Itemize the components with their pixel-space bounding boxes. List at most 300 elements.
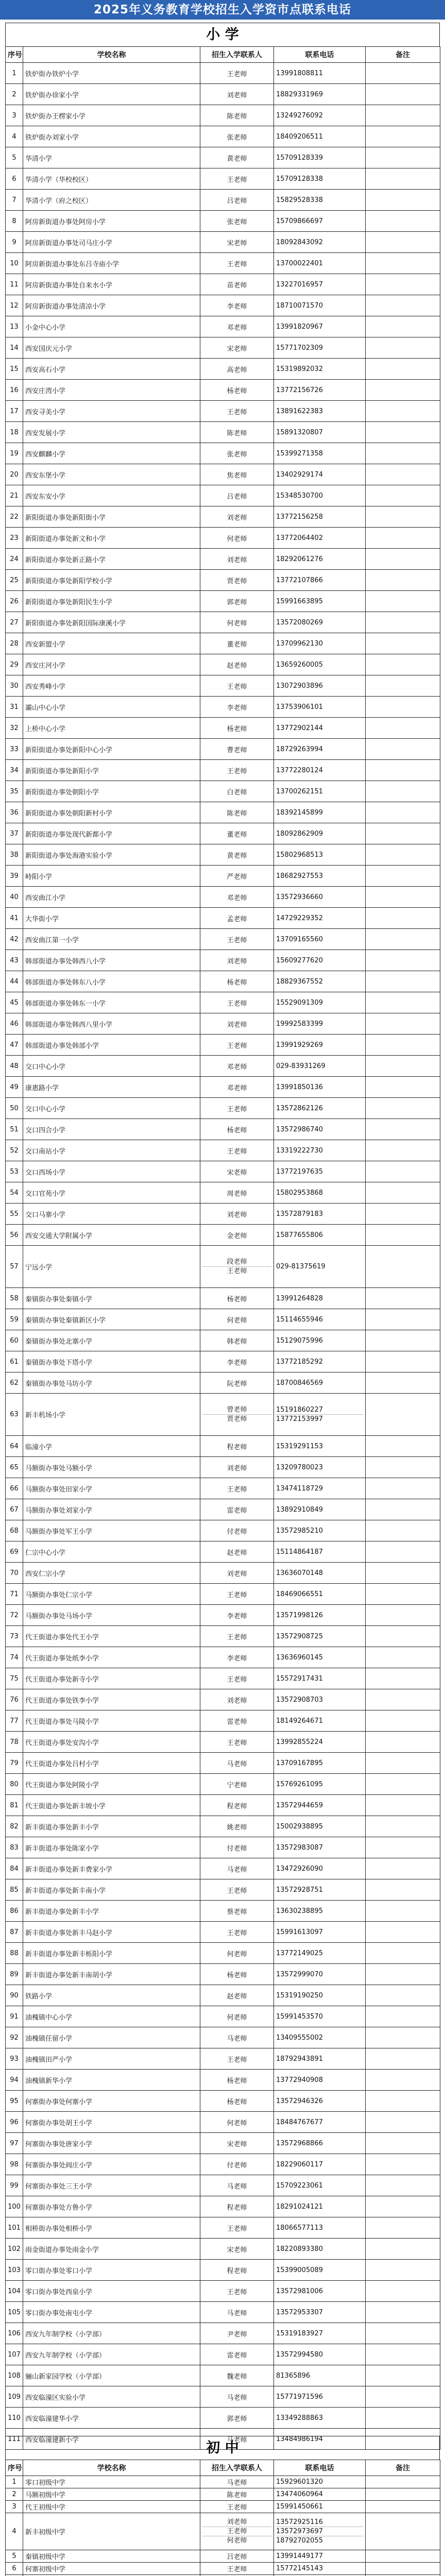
contact-person: 杨老师 — [200, 718, 274, 739]
contact-person: 付老师 — [200, 1520, 274, 1541]
phone-number: 18392145899 — [274, 802, 366, 823]
contact-person: 郭老师 — [200, 2408, 274, 2429]
contact-person: 陈老师 — [200, 105, 274, 126]
contact-person: 董老师 — [200, 633, 274, 654]
school-name: 新阳街道办事处新阳中心小学 — [23, 739, 200, 760]
table-row — [6, 675, 440, 697]
remark-cell — [366, 2513, 440, 2550]
phone-number: 18292061276 — [274, 549, 366, 570]
remark-cell — [366, 950, 440, 971]
contact-person: 刘老师 — [200, 1204, 274, 1225]
remark-cell — [366, 1394, 440, 1436]
school-name: 油槐镇田严小学 — [23, 2048, 200, 2070]
phone-number: 13572908703 — [274, 1689, 366, 1710]
phone-number: 15319190250 — [274, 1985, 366, 2006]
row-index: 77 — [6, 1710, 23, 1732]
remark-cell — [366, 1478, 440, 1499]
remark-cell — [366, 760, 440, 781]
contact-person: 付老师 — [200, 1837, 274, 1858]
table-row — [6, 1077, 440, 1098]
table-row — [6, 337, 440, 359]
school-name: 马额街办事处马场小学 — [23, 1605, 200, 1626]
contact-person-line: 贾老师 — [202, 1414, 271, 1423]
table-row — [6, 1689, 440, 1710]
phone-number: 13227016957 — [274, 274, 366, 295]
contact-person: 刘老师 — [200, 84, 274, 105]
table-row — [6, 1943, 440, 1964]
table-row — [6, 126, 440, 147]
contact-person: 王老师 — [200, 992, 274, 1013]
row-index: 66 — [6, 1478, 23, 1499]
table-row — [6, 950, 440, 971]
table-row — [6, 2070, 440, 2091]
school-name: 何寨街办事处何寨小学 — [23, 2091, 200, 2112]
table-row — [6, 2154, 440, 2175]
phone-number: 15529091309 — [274, 992, 366, 1013]
row-index: 33 — [6, 739, 23, 760]
contact-person: 马老师 — [200, 1753, 274, 1774]
phone-number: 15319183927 — [274, 2323, 366, 2344]
remark-cell — [366, 1816, 440, 1837]
row-index: 29 — [6, 654, 23, 675]
row-index: 39 — [6, 866, 23, 887]
remark-cell — [366, 168, 440, 190]
remark-cell — [366, 1225, 440, 1246]
phone-number: 13772902144 — [274, 718, 366, 739]
table-row — [6, 1182, 440, 1204]
school-name: 仁宗中心小学 — [23, 1541, 200, 1563]
school-name: 马额街办事处仁宗小学 — [23, 1584, 200, 1605]
remark-cell — [366, 2386, 440, 2408]
remark-cell — [366, 2006, 440, 2027]
school-name: 铁炉街办刘家小学 — [23, 126, 200, 147]
row-index: 2 — [6, 2488, 23, 2501]
school-name: 代王街道办事处马陵小学 — [23, 1710, 200, 1732]
school-name: 新丰机场小学 — [23, 1394, 200, 1436]
remark-cell — [366, 211, 440, 232]
contact-person: 马老师 — [200, 2302, 274, 2323]
school-name: 马额街办事处马额小学 — [23, 1457, 200, 1478]
phone-number: 13772280124 — [274, 760, 366, 781]
phone-number: 13991820967 — [274, 316, 366, 337]
table-row — [6, 1436, 440, 1457]
remark-cell — [366, 1457, 440, 1478]
school-name: 铁炉街办王楞家小学 — [23, 105, 200, 126]
remark-cell — [366, 2112, 440, 2133]
table-row — [6, 697, 440, 718]
school-name: 西安九年制学校（小学部） — [23, 2323, 200, 2344]
row-index: 40 — [6, 887, 23, 908]
contact-person: 黄老师 — [200, 147, 274, 168]
school-name: 康惠路小学 — [23, 1077, 200, 1098]
contact-person: 宋老师 — [200, 337, 274, 359]
phone-number: 15319892032 — [274, 359, 366, 380]
school-name: 新阳街道办事处现代新都小学 — [23, 823, 200, 844]
row-index: 44 — [6, 971, 23, 992]
row-index: 56 — [6, 1225, 23, 1246]
row-index: 20 — [6, 464, 23, 485]
contact-person: 周老师 — [200, 1182, 274, 1204]
table-row — [6, 1922, 440, 1943]
remark-cell — [366, 1035, 440, 1056]
row-index: 2 — [6, 84, 23, 105]
row-index: 5 — [6, 147, 23, 168]
row-index: 108 — [6, 2365, 23, 2386]
school-name: 秦镇街办事处秦镇小学 — [23, 1288, 200, 1309]
school-name: 新阳街道办事处新阳小学 — [23, 760, 200, 781]
school-name: 油槐镇任留小学 — [23, 2027, 200, 2048]
phone-number: 13572862126 — [274, 1098, 366, 1119]
contact-person: 李老师 — [200, 1351, 274, 1372]
contact-person: 杨老师 — [200, 1288, 274, 1309]
contact-person: 阮老师 — [200, 1372, 274, 1394]
remark-cell — [366, 1520, 440, 1541]
contact-person: 何老师 — [200, 2112, 274, 2133]
phone-number: 13772185292 — [274, 1351, 366, 1372]
contact-person: 高老师 — [200, 359, 274, 380]
row-index: 18 — [6, 422, 23, 443]
phone-number: 13892910849 — [274, 1499, 366, 1520]
table-row — [6, 2476, 440, 2488]
row-index: 25 — [6, 570, 23, 591]
contact-person: 宋老师 — [200, 2133, 274, 2154]
phone-number: 13472926090 — [274, 1858, 366, 1879]
table-row — [6, 2550, 440, 2563]
table-row — [6, 802, 440, 823]
table-row — [6, 485, 440, 506]
remark-cell — [366, 380, 440, 401]
remark-cell — [366, 1795, 440, 1816]
contact-person: 马老师 — [200, 2175, 274, 2196]
contact-person: 王老师 — [200, 1098, 274, 1119]
phone-number: 15991663895 — [274, 591, 366, 612]
table-header-row — [6, 47, 440, 63]
school-name: 西安曲江第一小学 — [23, 929, 200, 950]
contact-person — [200, 1246, 274, 1288]
school-name: 阿房新街道办事处司马庄小学 — [23, 232, 200, 253]
school-name: 秦镇街办事处秦镇新区小学 — [23, 1309, 200, 1330]
header-school-name: 学校名称 — [23, 2460, 200, 2476]
phone-number: 13572999070 — [274, 1964, 366, 1985]
remark-cell — [366, 2048, 440, 2070]
remark-cell — [366, 528, 440, 549]
table-row — [6, 2260, 440, 2281]
table-row — [6, 633, 440, 654]
phone-number: 15802968513 — [274, 844, 366, 866]
remark-cell — [366, 781, 440, 802]
phone-number: 13572879183 — [274, 1204, 366, 1225]
school-name: 西安高石小学 — [23, 359, 200, 380]
school-name: 阿房新街道办事处自来水小学 — [23, 274, 200, 295]
table-row — [6, 422, 440, 443]
contact-person: 赵老师 — [200, 1985, 274, 2006]
remark-cell — [366, 1161, 440, 1182]
school-name: 新丰街道办事处陈家小学 — [23, 1837, 200, 1858]
row-index: 14 — [6, 337, 23, 359]
phone-number: 15399271358 — [274, 443, 366, 464]
table-row — [6, 1056, 440, 1077]
remark-cell — [366, 464, 440, 485]
table-row — [6, 2501, 440, 2513]
contact-person: 马老师 — [200, 1858, 274, 1879]
contact-person: 王老师 — [200, 2501, 274, 2513]
remark-cell — [366, 1541, 440, 1563]
row-index: 30 — [6, 675, 23, 697]
phone-number: 15771702309 — [274, 337, 366, 359]
remark-cell — [366, 190, 440, 211]
contact-person: 王老师 — [200, 760, 274, 781]
row-index: 88 — [6, 1943, 23, 1964]
contact-person-line: 王老师 — [202, 1266, 271, 1276]
remark-cell — [366, 232, 440, 253]
contact-person: 王老师 — [200, 63, 274, 84]
row-index: 34 — [6, 760, 23, 781]
school-name: 西安新盟小学 — [23, 633, 200, 654]
contact-person: 杨老师 — [200, 380, 274, 401]
remark-cell — [366, 2488, 440, 2501]
middle-section-heading: 初 中 — [5, 2436, 440, 2460]
table-row — [6, 1309, 440, 1330]
row-index: 17 — [6, 401, 23, 422]
phone-number: 15991450661 — [274, 2501, 366, 2513]
phone-number: 13249276092 — [274, 105, 366, 126]
table-row — [6, 2175, 440, 2196]
phone-number-line: 13772153997 — [276, 1414, 363, 1423]
school-name: 新阳街道办事处新阳街小学 — [23, 506, 200, 528]
table-row — [6, 1499, 440, 1520]
row-index: 91 — [6, 2006, 23, 2027]
table-row — [6, 63, 440, 84]
row-index: 94 — [6, 2070, 23, 2091]
contact-person: 王老师 — [200, 253, 274, 274]
school-name: 韩部街道办事处韩西八小学 — [23, 950, 200, 971]
remark-cell — [366, 316, 440, 337]
row-index: 72 — [6, 1605, 23, 1626]
contact-person: 刘老师 — [200, 1563, 274, 1584]
contact-person: 李老师 — [200, 1647, 274, 1668]
contact-person: 张老师 — [200, 443, 274, 464]
remark-cell — [366, 1436, 440, 1457]
row-index: 38 — [6, 844, 23, 866]
row-index: 84 — [6, 1858, 23, 1879]
remark-cell — [366, 2260, 440, 2281]
school-name: 零口初级中学 — [23, 2476, 200, 2488]
table-row — [6, 443, 440, 464]
remark-cell — [366, 295, 440, 316]
school-name: 新阳街道办事处新正路小学 — [23, 549, 200, 570]
row-index: 73 — [6, 1626, 23, 1647]
contact-person — [200, 1394, 274, 1436]
header-phone: 联系电话 — [274, 2460, 366, 2476]
remark-cell — [366, 654, 440, 675]
table-row — [6, 1288, 440, 1309]
row-index: 106 — [6, 2323, 23, 2344]
school-name: 交口南站小学 — [23, 1140, 200, 1161]
phone-number: 13709962130 — [274, 633, 366, 654]
table-row — [6, 506, 440, 528]
phone-number: 13572928751 — [274, 1879, 366, 1901]
school-name: 何寨街办事处方鲁小学 — [23, 2196, 200, 2217]
remark-cell — [366, 633, 440, 654]
row-index: 78 — [6, 1732, 23, 1753]
school-name: 韩部街道办事处韩东八小学 — [23, 971, 200, 992]
school-name: 新阳街道办事处海港实验小学 — [23, 844, 200, 866]
school-name: 代王街道办事处新丰坡小学 — [23, 1795, 200, 1816]
remark-cell — [366, 2027, 440, 2048]
contact-person: 宁老师 — [200, 1774, 274, 1795]
contact-person-line: 曾老师 — [227, 1406, 247, 1414]
table-row — [6, 823, 440, 844]
remark-cell — [366, 506, 440, 528]
school-name: 交口中心小学 — [23, 1098, 200, 1119]
remark-cell — [366, 1098, 440, 1119]
contact-person: 何老师 — [200, 2006, 274, 2027]
table-row — [6, 2302, 440, 2323]
row-index: 32 — [6, 718, 23, 739]
contact-person: 王老师 — [200, 1626, 274, 1647]
school-name: 铁炉街办徐家小学 — [23, 84, 200, 105]
contact-person: 刘老师 — [200, 549, 274, 570]
header-index: 序号 — [6, 2460, 23, 2476]
remark-cell — [366, 929, 440, 950]
table-row — [6, 105, 440, 126]
phone-number: 029-83931269 — [274, 1056, 366, 1077]
table-row — [6, 2006, 440, 2027]
contact-person: 王老师 — [200, 168, 274, 190]
row-index: 42 — [6, 929, 23, 950]
school-name: 新阳街道办事处朝阳新村小学 — [23, 802, 200, 823]
table-row — [6, 1372, 440, 1394]
table-row — [6, 1901, 440, 1922]
school-name: 灞山中心小学 — [23, 697, 200, 718]
remark-cell — [366, 147, 440, 168]
contact-person: 韩老师 — [200, 1330, 274, 1351]
row-index: 48 — [6, 1056, 23, 1077]
contact-person: 王老师 — [200, 2281, 274, 2302]
row-index: 6 — [6, 2563, 23, 2575]
table-row — [6, 2133, 440, 2154]
school-name: 西安临潼建新小学 — [23, 2429, 200, 2450]
phone-number: 15572917431 — [274, 1668, 366, 1689]
remark-cell — [366, 549, 440, 570]
remark-cell — [366, 1753, 440, 1774]
phone-number: 18792943891 — [274, 2048, 366, 2070]
table-row — [6, 1035, 440, 1056]
contact-person: 邓老师 — [200, 1056, 274, 1077]
school-name: 小金中心小学 — [23, 316, 200, 337]
table-row — [6, 1351, 440, 1372]
school-name: 油槐镇中心小学 — [23, 2006, 200, 2027]
row-index: 79 — [6, 1753, 23, 1774]
phone-number: 13772064402 — [274, 528, 366, 549]
school-name: 秦镇初级中学 — [23, 2550, 200, 2563]
school-name: 代王初级中学 — [23, 2501, 200, 2513]
school-name: 骊山新家园学校（小学部） — [23, 2365, 200, 2386]
contact-person: 王老师 — [200, 1140, 274, 1161]
school-name: 油槐镇新华小学 — [23, 2070, 200, 2091]
contact-person: 王老师 — [200, 2048, 274, 2070]
school-name: 马额街办事处刘家小学 — [23, 1499, 200, 1520]
table-row — [6, 84, 440, 105]
remark-cell — [366, 2323, 440, 2344]
remark-cell — [366, 1689, 440, 1710]
row-index: 110 — [6, 2408, 23, 2429]
phone-number: 15772145143 — [274, 2563, 366, 2575]
school-name: 代王街道办事处新寺小学 — [23, 1668, 200, 1689]
remark-cell — [366, 1119, 440, 1140]
remark-cell — [366, 570, 440, 591]
table-row — [6, 844, 440, 866]
row-index: 82 — [6, 1816, 23, 1837]
row-index: 61 — [6, 1351, 23, 1372]
contact-person: 董老师 — [200, 823, 274, 844]
school-name: 西安发展小学 — [23, 422, 200, 443]
table-row — [6, 1563, 440, 1584]
row-index: 19 — [6, 443, 23, 464]
row-index: 21 — [6, 485, 23, 506]
table-row — [6, 1753, 440, 1774]
phone-number: 13572981006 — [274, 2281, 366, 2302]
row-index: 13 — [6, 316, 23, 337]
school-name: 交口马寨小学 — [23, 1204, 200, 1225]
row-index: 3 — [6, 105, 23, 126]
remark-cell — [366, 443, 440, 464]
row-index: 12 — [6, 295, 23, 316]
row-index: 71 — [6, 1584, 23, 1605]
phone-number: 13891622383 — [274, 401, 366, 422]
table-row — [6, 1837, 440, 1858]
phone-number: 18710071570 — [274, 295, 366, 316]
contact-person-line: 刘老师 — [227, 2518, 247, 2526]
contact-person: 李老师 — [200, 295, 274, 316]
school-name: 铁炉街办铁炉小学 — [23, 63, 200, 84]
school-name: 华清小学（华校校区） — [23, 168, 200, 190]
phone-number: 13630238895 — [274, 1901, 366, 1922]
row-index: 37 — [6, 823, 23, 844]
remark-cell — [366, 1943, 440, 1964]
phone-number — [274, 2513, 366, 2550]
remark-cell — [366, 2476, 440, 2488]
school-name: 交口西场小学 — [23, 1161, 200, 1182]
table-row — [6, 274, 440, 295]
table-row — [6, 2196, 440, 2217]
row-index: 90 — [6, 1985, 23, 2006]
row-index: 87 — [6, 1922, 23, 1943]
contact-person: 杨老师 — [200, 1964, 274, 1985]
table-row — [6, 887, 440, 908]
school-name: 西安临潼区实验小学 — [23, 2386, 200, 2408]
table-row — [6, 295, 440, 316]
contact-person: 宋老师 — [200, 2239, 274, 2260]
remark-cell — [366, 1964, 440, 1985]
school-name: 韩部街道办事处韩部小学 — [23, 1035, 200, 1056]
remark-cell — [366, 739, 440, 760]
contact-person: 吕老师 — [200, 485, 274, 506]
row-index: 1 — [6, 63, 23, 84]
contact-person: 雷老师 — [200, 1710, 274, 1732]
phone-number: 13349288863 — [274, 2408, 366, 2429]
school-name: 代王街道办事处安沟小学 — [23, 1732, 200, 1753]
table-row — [6, 2048, 440, 2070]
contact-person: 魏老师 — [200, 2365, 274, 2386]
school-name: 雨金街道办事处雨金小学 — [23, 2239, 200, 2260]
contact-person: 程老师 — [200, 1436, 274, 1457]
phone-number: 15929601320 — [274, 2476, 366, 2488]
school-name: 韩部街道办事处韩东一小学 — [23, 992, 200, 1013]
table-row — [6, 612, 440, 633]
school-name: 代王街道办事处吕村小学 — [23, 1753, 200, 1774]
school-name: 华清小学（府之校区） — [23, 190, 200, 211]
